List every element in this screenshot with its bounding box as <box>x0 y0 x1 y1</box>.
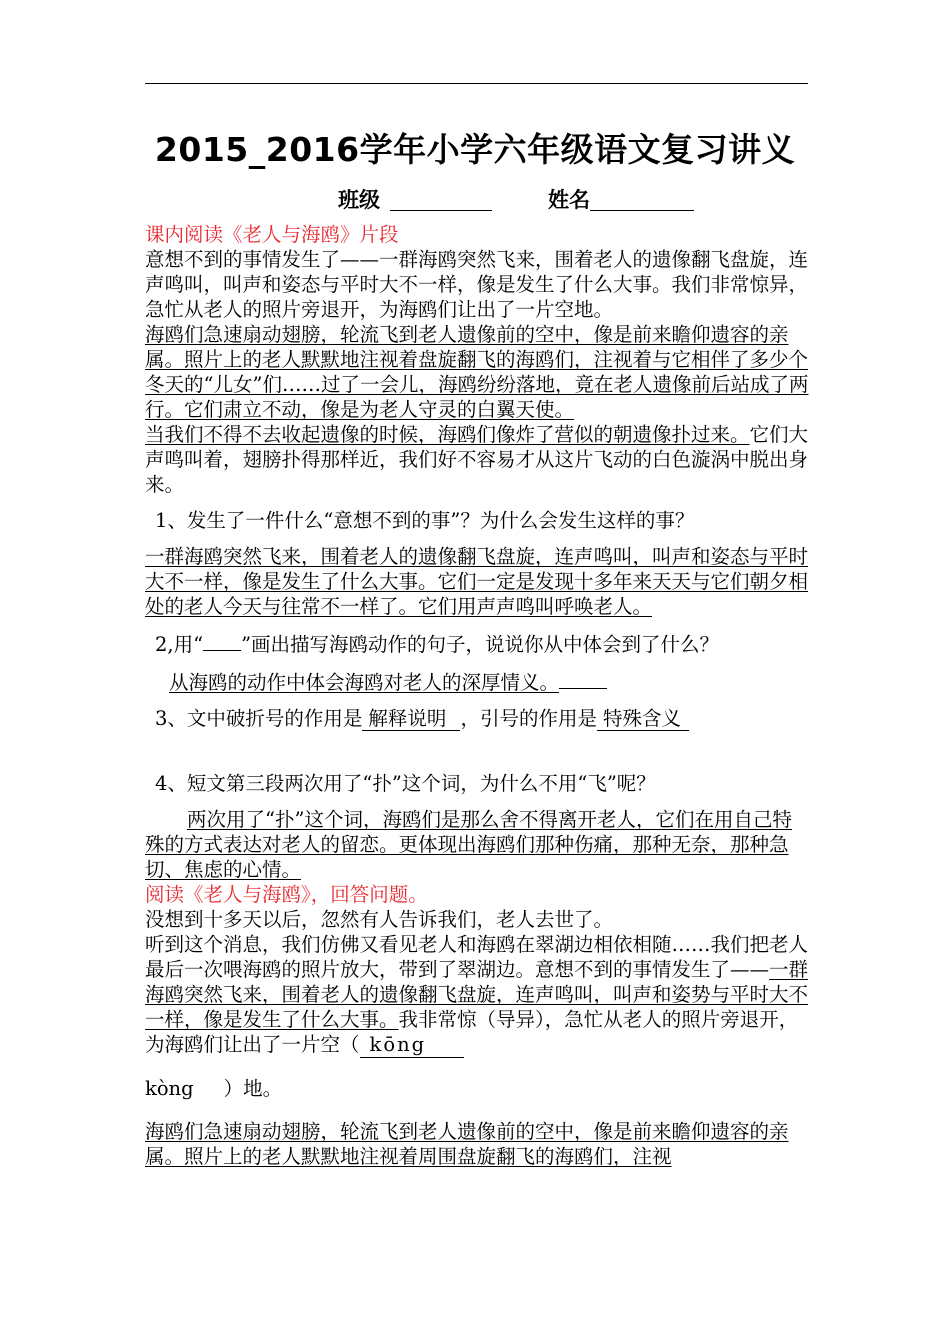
section2-paragraph <box>145 932 810 1058</box>
answer-2 <box>145 668 810 695</box>
question-3-answer-1: 解释说明 <box>362 708 460 731</box>
section1-paragraph2: 海鸥们急速扇动翅膀，轮流飞到老人遗像前的空中，像是前来瞻仰遗容的亲属。照片上的老人默默地注视着盘旋翻飞的海鸥们，注视着与它相伴了多少个冬天的“儿女”们……过了一会儿，海鸥纷纷落地，竟在老人遗像前后站成了两行。它们肃立不动，像是为老人守灵的白翼天使。 <box>145 323 809 421</box>
section2-pinyin-line <box>145 1076 810 1101</box>
question-2 <box>145 630 810 657</box>
section2-line1: 没想到十多天以后，忽然有人告诉我们，老人去世了。 <box>145 908 614 931</box>
section1-heading: 课内阅读《老人与海鸥》片段 <box>145 223 399 246</box>
question-2-prefix: 2,用“ <box>155 633 204 656</box>
class-label: 班级 <box>338 188 380 212</box>
answer-2-text: 从海鸥的动作中体会海鸥对老人的深厚情义。 <box>169 671 560 694</box>
content-body <box>145 222 810 1169</box>
section2-pinyin-line-end: ）地。 <box>223 1077 283 1100</box>
class-blank[interactable] <box>390 182 492 211</box>
name-label: 姓名 <box>548 188 590 212</box>
answer-4: 两次用了“扑”这个词，海鸥们是那么舍不得离开老人，它们在用自己特殊的方式表达对老人的留恋。更体现出海鸥们那种伤痛，那种无奈，那种急切、焦虑的心情。 <box>145 808 792 881</box>
page-title: 2015_2016学年小学六年级语文复习讲义 <box>154 130 796 169</box>
section1-paragraph3-underlined: 当我们不得不去收起遗像的时候，海鸥们像炸了营似的朝遗像扑过来。 <box>145 423 750 446</box>
section1-paragraph3 <box>145 422 810 497</box>
question-3-answer-2: 特殊含义 <box>597 708 689 731</box>
answer-1: 一群海鸥突然飞来，围着老人的遗像翻飞盘旋，连声鸣叫，叫声和姿态与平时大不一样，像是发生了什么大事。它们一定是发现十多年来天天与它们朝夕相处的老人今天与往常不一样了。它们用声声鸣叫呼唤老人。 <box>145 545 809 618</box>
pinyin-option-1: kōng <box>360 1032 464 1058</box>
question-4: 4、短文第三段两次用了“扑”这个词，为什么不用“飞”呢？ <box>155 772 656 795</box>
header-rule <box>145 83 808 84</box>
question-3-middle: ，引号的作用是 <box>460 707 597 730</box>
student-info-line <box>338 182 694 218</box>
question-2-line-sample <box>203 630 241 651</box>
section2-heading: 阅读《老人与海鸥》，回答问题。 <box>145 883 428 906</box>
pinyin-option-2: kòng <box>145 1077 194 1100</box>
question-2-suffix: ”画出描写海鸥动作的句子，说说你从中体会到了什么？ <box>241 633 720 656</box>
section2-paragraph-underlined: 一群海鸥突然飞来，围着老人的遗像翻飞盘旋，连声鸣叫，叫声和姿势与平时大不一样，像是发生了什么大事。 <box>145 958 809 1031</box>
section1-paragraph3-rest: 它们大声鸣叫着，翅膀扑得那样近，我们好不容易才从这片飞动的白色漩涡中脱出身来。 <box>145 423 809 496</box>
section2-paragraph2: 海鸥们急速扇动翅膀，轮流飞到老人遗像前的空中，像是前来瞻仰遗容的亲属。照片上的老人默默地注视着周围盘旋翻飞的海鸥们，注视 <box>145 1120 789 1168</box>
question-1: 1、发生了一件什么“意想不到的事”？为什么会发生这样的事？ <box>155 509 695 532</box>
question-3 <box>145 706 810 731</box>
name-blank[interactable] <box>590 182 694 211</box>
section1-paragraph1: 意想不到的事情发生了——一群海鸥突然飞来，围着老人的遗像翻飞盘旋，连声鸣叫，叫声和姿态与平时大不一样，像是发生了什么大事。我们非常惊异，急忙从老人的照片旁退开，为海鸥们让出了一片空地。 <box>145 248 809 321</box>
section2-paragraph-end: 我非常惊（导异），急忙从老人的照片旁退开，为海鸥们让出了一片空（ <box>145 1008 799 1056</box>
question-3-prefix: 3、文中破折号的作用是 <box>155 707 363 730</box>
section2-paragraph-start: 听到这个消息，我们仿佛又看见老人和海鸥在翠湖边相依相随……我们把老人最后一次喂海鸥的照片放大，带到了翠湖边。意想不到的事情发生了—— <box>145 933 809 981</box>
